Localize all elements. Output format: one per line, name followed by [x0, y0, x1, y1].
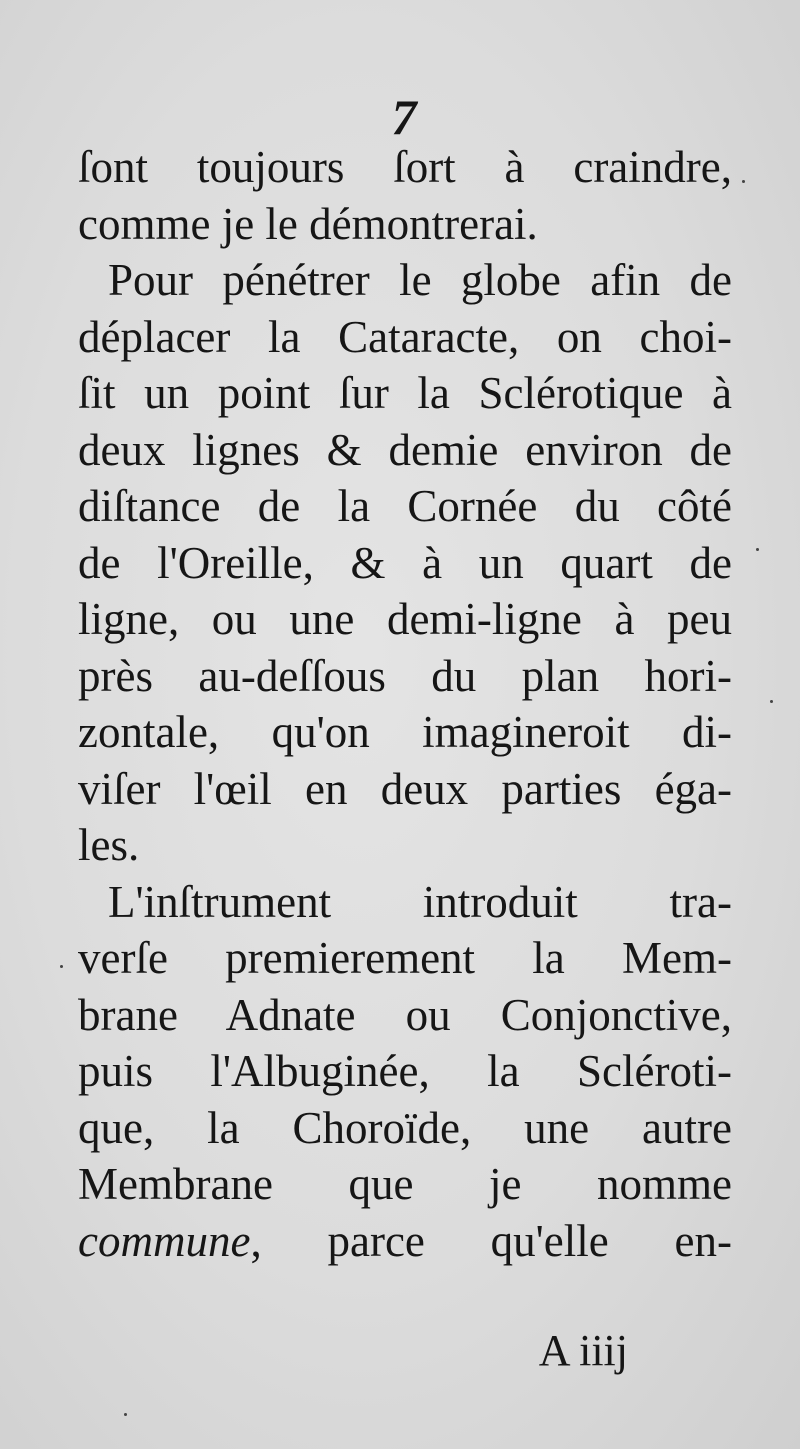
- text-line: de l'Oreille, & à un quart de: [78, 537, 732, 588]
- body-text: [78, 139, 732, 1269]
- paper-speck: [124, 1413, 127, 1416]
- paragraph-start-line: Pour pénétrer le globe afin de: [108, 255, 732, 305]
- text-line: diſtance de la Cornée du côté: [78, 481, 732, 531]
- text-line: comme je le démontrerai.: [78, 198, 538, 249]
- text-line: puis l'Albuginée, la Scléroti-: [78, 1046, 732, 1096]
- text-line: que, la Choroïde, une autre: [78, 1102, 732, 1153]
- text-line: verſe premierement la Mem-: [78, 933, 732, 983]
- paper-speck: [756, 548, 759, 551]
- text-line: déplacer la Cataracte, on choi-: [78, 311, 732, 362]
- paper-speck: [770, 700, 773, 703]
- text-line: Membrane que je nomme: [78, 1159, 732, 1209]
- text-line: zontale, qu'on imagineroit di-: [78, 707, 732, 757]
- text-line: ſont toujours ſort à craindre,: [78, 142, 732, 192]
- paper-speck: [60, 965, 63, 968]
- text-line: les.: [78, 820, 140, 870]
- text-line: ſit un point ſur la Sclérotique à: [78, 368, 732, 418]
- text-line: brane Adnate ou Conjonctive,: [78, 989, 732, 1040]
- text-line-rest: , parce qu'elle en-: [250, 1215, 732, 1266]
- text-line: près au-deſſous du plan hori-: [78, 650, 732, 701]
- page-number: 7: [391, 89, 417, 145]
- text-line: viſer l'œil en deux parties éga-: [78, 763, 732, 814]
- italic-word: commune: [78, 1215, 251, 1266]
- signature-mark: A iiij: [538, 1326, 628, 1375]
- text-line: [78, 1213, 732, 1270]
- text-line: deux lignes & demie environ de: [78, 424, 732, 475]
- paragraph-start-line: L'inſtrument introduit tra-: [108, 876, 732, 927]
- paper-speck: [742, 180, 745, 183]
- text-line: ligne, ou une demi-ligne à peu: [78, 594, 732, 644]
